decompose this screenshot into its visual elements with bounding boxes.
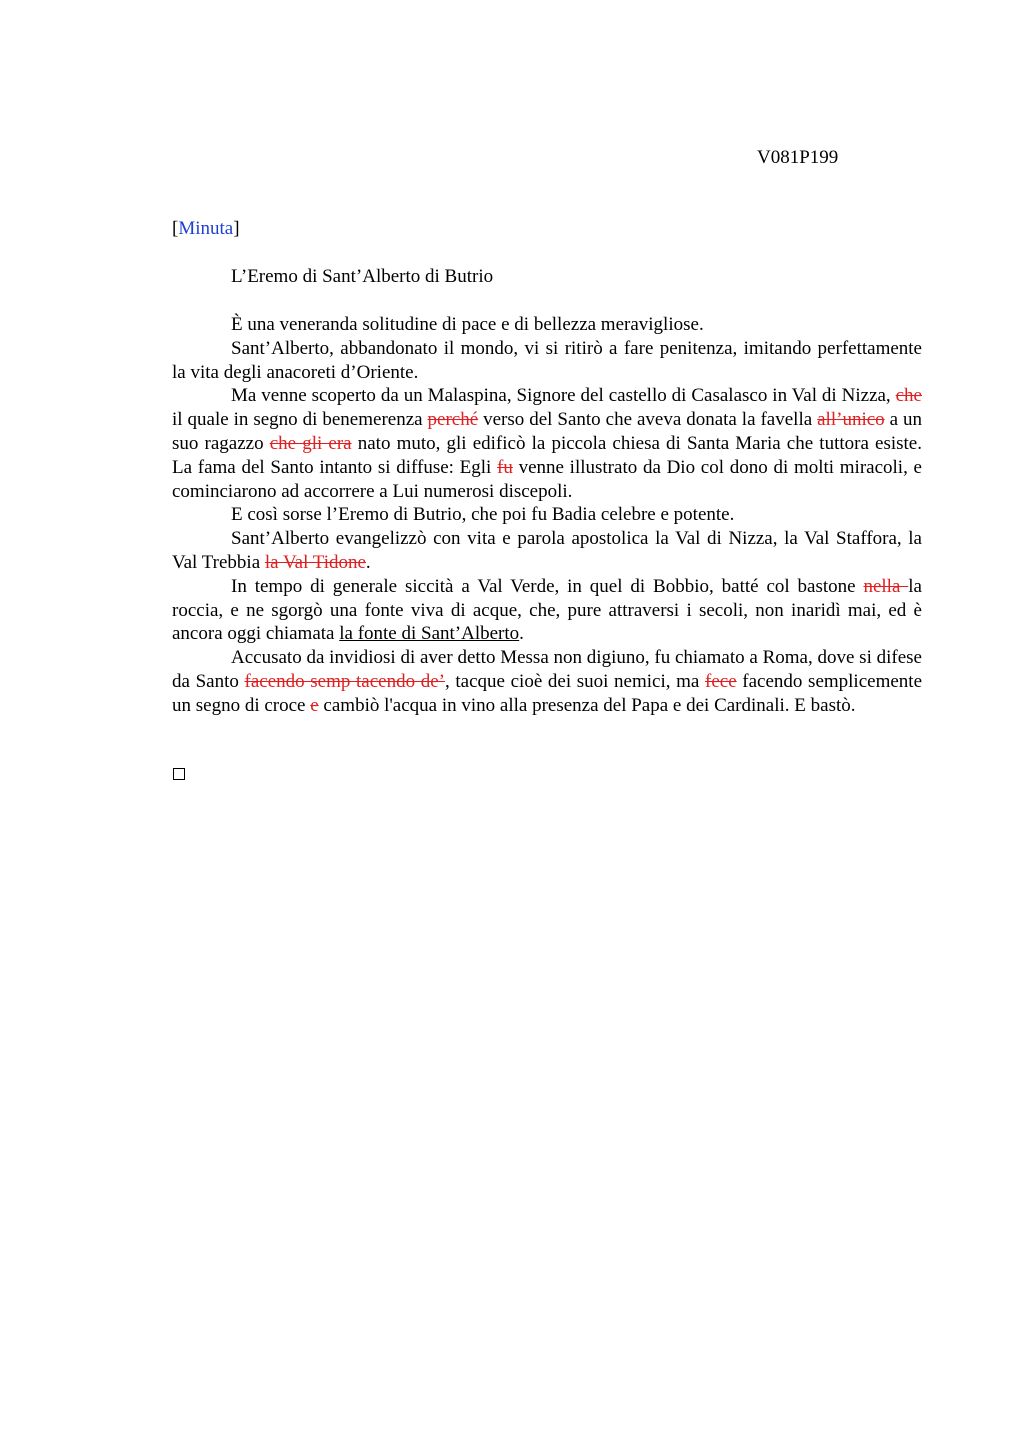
text-run: facendo semplicemente un segno di croce	[172, 670, 922, 716]
paragraph-3	[172, 384, 922, 503]
text-run: Ma venne scoperto da un Malaspina, Signore del castello di Casalasco in Val di Nizza,	[231, 385, 896, 407]
paragraph-6	[172, 575, 922, 646]
paragraph-5	[172, 527, 922, 575]
text-run: venne illustrato da Dio col dono di molti miracoli, e cominciarono ad accorrere a Lui numerosi discepoli.	[172, 456, 922, 502]
document-body	[172, 313, 922, 718]
text-run: .	[519, 623, 524, 645]
paragraph-7	[172, 646, 922, 717]
deleted-text: facendo semp tacendo de’	[244, 670, 445, 692]
deleted-text: perché	[427, 409, 479, 431]
deleted-text: all’unico	[817, 409, 885, 431]
bracket-close: ]	[233, 218, 240, 239]
text-run: a un suo ragazzo	[172, 409, 922, 454]
text-run: nato muto, gli edificò la piccola chiesa di Santa Maria che tuttora esiste. La fama del Santo intanto si diffuse: Egli	[172, 432, 922, 478]
deleted-text: e	[310, 694, 319, 716]
empty-checkbox-icon[interactable]	[173, 768, 185, 780]
document-title: L’Eremo di Sant’Alberto di Butrio	[231, 266, 494, 287]
deleted-text: che gli era	[269, 432, 352, 454]
paragraph-4: E così sorse l’Eremo di Butrio, che poi fu Badia celebre e potente.	[231, 504, 735, 526]
deleted-text: fece	[705, 670, 737, 692]
deleted-text: nella	[863, 575, 909, 597]
text-run: Sant’Alberto evangelizzò con vita e parola apostolica la Val di Nizza, la Val Staffora, la Val Trebbia	[172, 528, 922, 573]
text-run: .	[365, 551, 371, 573]
text-run: Accusato da invidiosi di aver detto Messa non digiuno, fu chiamato a Roma, dove si difese da Santo	[172, 647, 922, 692]
minuta-link[interactable]: Minuta	[178, 218, 234, 239]
text-run: , tacque cioè dei suoi nemici, ma	[445, 670, 705, 692]
text-run: cambiò l'acqua in vino alla presenza del Papa e dei Cardinali. E bastò.	[318, 694, 856, 716]
minuta-label	[172, 218, 240, 240]
text-run: In tempo di generale siccità a Val Verde, in quel di Bobbio, batté col bastone	[231, 575, 864, 597]
underlined-text: la fonte di Sant’Alberto	[339, 623, 520, 645]
text-run: il quale in segno di benemerenza	[172, 409, 428, 431]
document-id: V081P199	[757, 147, 839, 168]
deleted-text: che	[895, 385, 922, 407]
bracket-open: [	[172, 218, 179, 239]
paragraph-2: Sant’Alberto, abbandonato il mondo, vi si ritirò a fare penitenza, imitando perfettamente la vita degli anacoreti d’Oriente.	[172, 337, 922, 383]
deleted-text: la Val Tidone	[264, 551, 366, 573]
text-run: verso del Santo che aveva donata la favella	[478, 409, 818, 431]
paragraph-1: È una veneranda solitudine di pace e di bellezza meravigliose.	[231, 314, 704, 335]
text-run: la roccia, e ne sgorgò una fonte viva di acque, che, pure attraversi i secoli, non inaridì mai, ed è ancora oggi chiamata	[172, 575, 922, 645]
deleted-text: fu	[497, 456, 513, 478]
